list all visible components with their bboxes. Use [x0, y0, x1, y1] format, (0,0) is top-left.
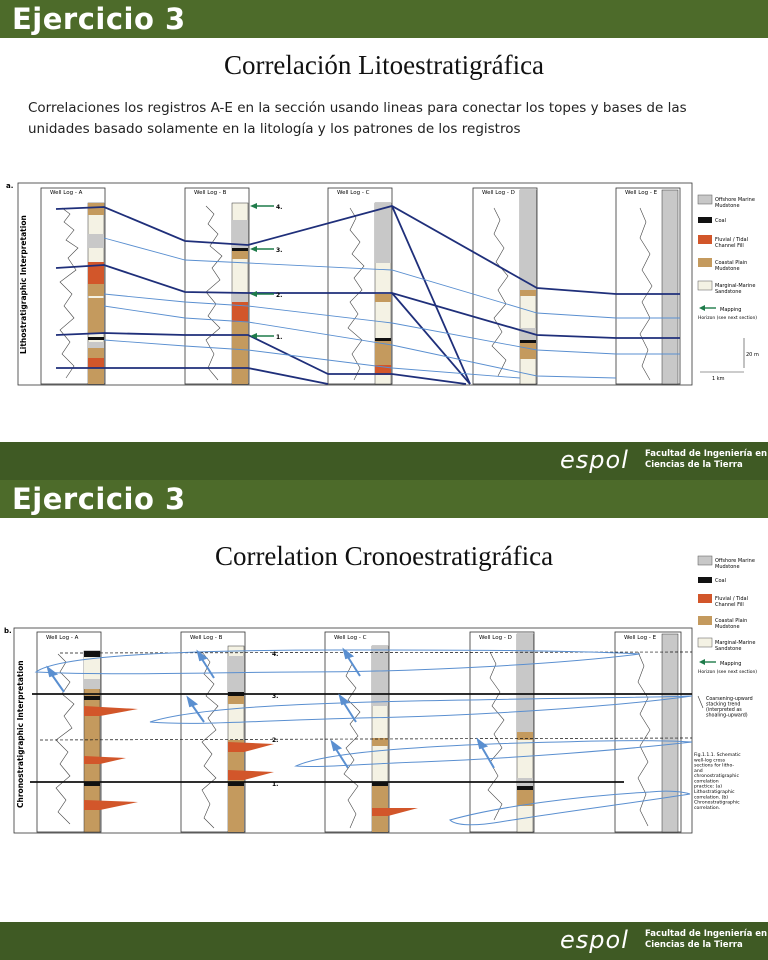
header-bar [0, 0, 768, 38]
horizon-label: 4. [272, 651, 279, 658]
well-label: Well Log - D [479, 635, 512, 641]
well-label: Well Log - E [624, 635, 657, 641]
legend-mapping: Mapping [720, 307, 742, 313]
espol-logo: espol [560, 926, 629, 954]
chronostratigraphic-diagram [0, 546, 768, 846]
legend-mapping: Mapping [720, 661, 742, 667]
side-label: Chronostratigraphic Interpretation [16, 660, 25, 808]
horizon-label: 1. [276, 334, 283, 341]
horizon-label: 2. [276, 292, 283, 299]
well-label: Well Log - D [482, 190, 515, 196]
slide-title: Correlación Litoestratigráfica [223, 50, 545, 80]
lithostratigraphic-diagram [0, 178, 768, 392]
legend [694, 556, 757, 811]
parasequence-outlines [36, 650, 692, 825]
legend-coal: Coal [715, 218, 727, 224]
header-title: Ejercicio 3 [12, 482, 186, 516]
espol-logo: espol [560, 446, 629, 474]
well-label: Well Log - C [337, 190, 370, 196]
legend-fluvial: Fluvial / Tidal Channel Fill [715, 596, 749, 608]
channel-fills [84, 706, 418, 816]
header-title: Ejercicio 3 [12, 2, 186, 36]
well-e [615, 632, 681, 832]
legend-offshore: Offshore Marine Mudstone [715, 197, 755, 209]
scale-horizontal: 1 km [712, 376, 725, 382]
well-c [325, 632, 389, 832]
faculty-name: Facultad de Ingeniería en Ciencias de la Tierra [645, 449, 768, 470]
horizon-label: 1. [272, 781, 279, 788]
legend-coastal: Coastal Plain Mudstone [715, 618, 748, 630]
horizon-label: 3. [272, 693, 279, 700]
scale-vertical: 20 m [746, 352, 759, 358]
faculty-name: Facultad de Ingeniería en Ciencias de la Tierra [645, 929, 768, 950]
legend-fluvial: Fluvial / Tidal Channel Fill [715, 237, 749, 249]
legend-offshore: Offshore Marine Mudstone [715, 558, 755, 570]
legend-horizon: Horizon (see next section) [698, 670, 758, 675]
well-label: Well Log - C [334, 635, 367, 641]
well-label: Well Log - B [194, 190, 227, 196]
well-label: Well Log - E [625, 190, 658, 196]
slide-title: Correlation Cronoestratigráfica [214, 541, 554, 571]
well-label: Well Log - B [190, 635, 223, 641]
legend-coastal: Coastal Plain Mudstone [715, 260, 748, 272]
panel-label: a. [6, 182, 14, 190]
legend-coarsening: Coarsening-upward stacking trend (interpreted as shoaling-upward) [706, 697, 753, 719]
well-label: Well Log - A [46, 635, 79, 641]
figure-caption: Fig.1.1.1. Schematic well-log cross sections for litho-and chronostratigraphic correlation practice: (a) Lithostratigraphic correlation. (b) Chronostratigraphic correlation. [694, 753, 741, 811]
legend-marginal: Marginal-Marine Sandstone [715, 640, 756, 652]
footer-bar [0, 442, 768, 480]
panel-label: b. [4, 627, 12, 635]
side-label: Lithostratigraphic Interpretation [19, 215, 28, 354]
well-b [181, 632, 245, 832]
horizon-label: 3. [276, 247, 283, 254]
horizon-label: 4. [276, 204, 283, 211]
header-bar [0, 480, 768, 518]
legend-coal: Coal [715, 578, 727, 584]
horizon-label: 2. [272, 737, 279, 744]
legend-marginal: Marginal-Marine Sandstone [715, 283, 756, 295]
well-label: Well Log - A [50, 190, 83, 196]
slide-description: Correlaciones los registros A-E en la sección usando lineas para conectar los topes y bases de las unidades basado solamente en la litología y los patrones de los registros [28, 100, 687, 137]
footer-bar [0, 922, 768, 960]
legend-horizon: Horizon (see next section) [698, 316, 758, 321]
well-d [470, 632, 534, 832]
slide-2 [0, 480, 768, 960]
